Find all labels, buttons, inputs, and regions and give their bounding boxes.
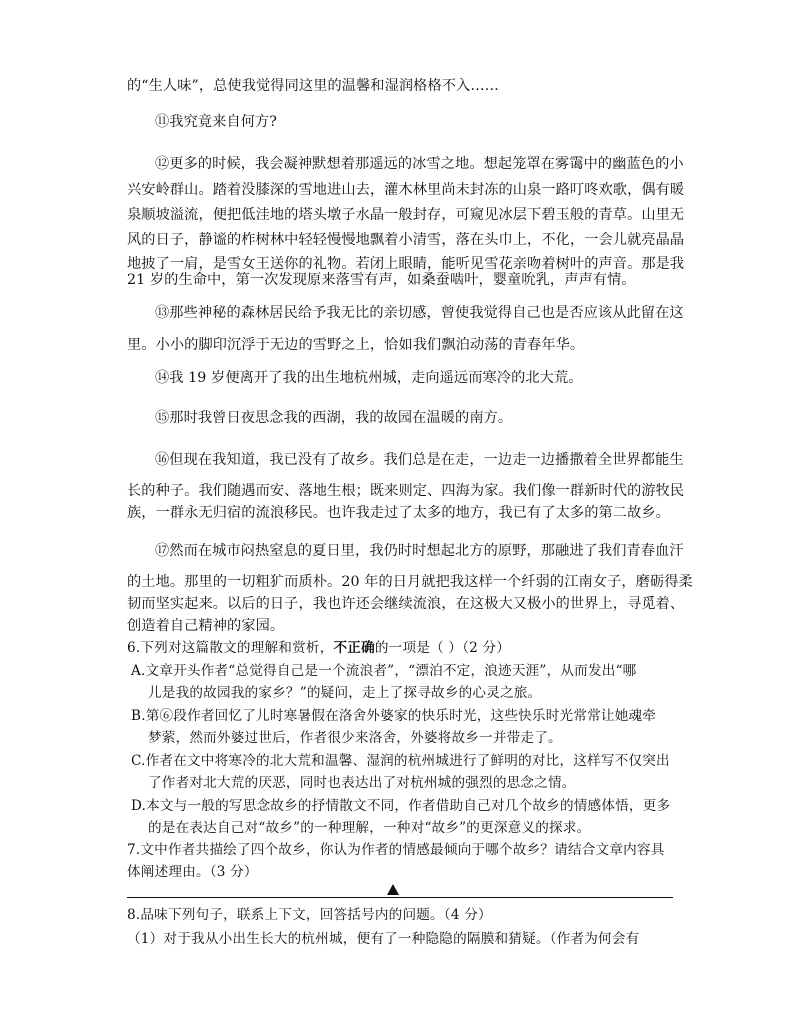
paragraph-14-line: ⑭我 19 岁便离开了我的出生地杭州城，走向遥远而寒冷的北大荒。: [155, 370, 583, 386]
paragraph-13-line: ⑬那些神秘的森林居民给予我无比的亲切感，曾使我觉得自己也是否应该从此留在这: [155, 305, 684, 321]
question-7-line: 7.文中作者共描绘了四个故乡，你认为作者的情感最倾向于哪个故乡？请结合文章内容具: [127, 842, 665, 858]
question-6-stem-text: 6.下列对这篇散文的理解和赏析，: [127, 640, 334, 656]
paragraph-16-line: ⑯但现在我知道，我已没有了故乡。我们总是在走，一边走一边播撒着全世界都能生: [155, 452, 684, 468]
option-a-line: A.文章开头作者“总觉得自己是一个流浪者”，“漂泊不定，浪迹天涯”，从而发出“哪: [131, 663, 637, 679]
paragraph-13-line: 里。小小的脚印沉浮于无边的雪野之上，恰如我们飘泊动荡的青春年华。: [127, 337, 585, 353]
question-6-stem: [127, 638, 510, 658]
option-b-line: B.第⑥段作者回忆了儿时寒暑假在洛舍外婆家的快乐时光，这些快乐时光常常让她魂牵: [131, 708, 657, 724]
question-8-stem: 8.品味下列句子，联系上下文，回答括号内的问题。（4 分）: [127, 907, 492, 923]
paragraph-11-line: ⑪我究竟来自何方?: [155, 114, 278, 130]
option-a-line: 儿是我的故园我的家乡？”的疑问，走上了探寻故乡的心灵之旅。: [148, 685, 542, 701]
paragraph-17-line: 的土地。那里的一切粗犷而质朴。20 年的日月就把我这样一个纤弱的江南女子，磨砺得柔: [127, 574, 693, 590]
option-c-line: 了作者对北大荒的厌恶，同时也表达出了对杭州城的强烈的思念之情。: [148, 775, 576, 791]
answer-line: [127, 897, 673, 898]
paragraph-12-line: 风的日子，静谧的柞树林中轻轻慢慢地飘着小清雪，落在头巾上，不化，一会儿就亮晶晶: [127, 232, 685, 248]
paragraph-17-line: 韧而坚实起来。以后的日子，我也许还会继续流浪，在这极大又极小的世界上，寻觅着、: [127, 596, 685, 612]
option-d-line: D.本文与一般的写思念故乡的抒情散文不同，作者借助自己对几个故乡的情感体悟，更多: [131, 798, 671, 814]
paragraph-12-line: 兴安岭群山。踏着没膝深的雪地进山去，灌木林里尚未封冻的山泉一路叮咚欢歌，偶有暖: [127, 182, 685, 198]
option-c-line: C.作者在文中将寒冷的北大荒和温馨、湿润的杭州城进行了鲜明的对比，这样写不仅突出: [131, 753, 670, 769]
paragraph-15-line: ⑮那时我曾日夜思念我的西湖，我的故园在温暖的南方。: [155, 410, 513, 426]
paragraph-16-line: 长的种子。我们随遇而安、落地生根；既来则定、四海为家。我们像一群新时代的游牧民: [127, 483, 685, 499]
question-8-item-1: （1）对于我从小出生长大的杭州城，便有了一种隐隐的隔膜和猜疑。（作者为何会有: [127, 931, 640, 947]
paragraph-12-line: 泉顺坡溢流，便把低洼地的塔头墩子水晶一般封存，可窥见冰层下碧玉般的青草。山里无: [127, 207, 685, 223]
question-6-stem-tail: 的一项是（ ）（2 分）: [374, 640, 511, 656]
paragraph-12-line: ⑫更多的时候，我会凝神默想着那遥远的冰雪之地。想起笼罩在雾霭中的幽蓝色的小: [155, 156, 684, 172]
triangle-marker-icon: [387, 884, 399, 895]
question-6-emphasis: 不正确: [333, 640, 375, 656]
option-b-line: 梦萦，然而外婆过世后，作者很少来洛舍，外婆将故乡一并带走了。: [148, 730, 562, 746]
paragraph-17-line: ⑰然而在城市闷热窒息的夏日里，我仍时时想起北方的原野，那融进了我们青春血汗: [155, 543, 684, 559]
essay-line: 的“生人味”，总使我觉得同这里的温馨和湿润格格不入……: [127, 78, 499, 94]
paragraph-12-line: 21 岁的生命中，第一次发现原来落雪有声，如桑蚕啮叶，婴童吮乳，声声有情。: [127, 272, 636, 288]
paragraph-12-line: 地披了一肩，是雪女王送你的礼物。若闭上眼睛，能听见雪花亲吻着树叶的声音。那是我: [127, 256, 685, 272]
paragraph-16-line: 族，一群永无归宿的流浪移民。也许我走过了太多的地方，我已有了太多的第二故乡。: [127, 505, 670, 521]
paragraph-17-line: 创造着自己精神的家园。: [127, 618, 285, 634]
option-d-line: 的是在表达自己对“故乡”的一种理解，一种对“故乡”的更深意义的探求。: [148, 820, 591, 836]
question-7-line: 体阐述理由。（3 分）: [127, 864, 258, 880]
